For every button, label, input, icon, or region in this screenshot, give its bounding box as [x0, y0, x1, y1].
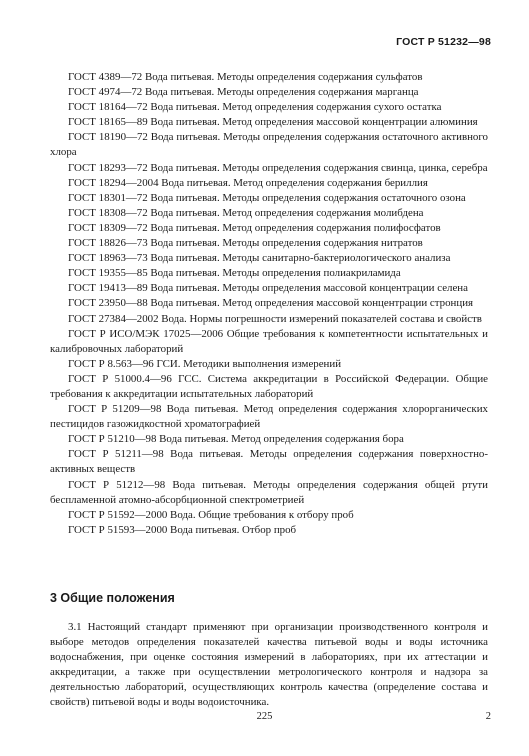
- reference-item: ГОСТ 4974—72 Вода питьевая. Методы определения содержания марганца: [68, 86, 419, 99]
- reference-item: ГОСТ 18963—73 Вода питьевая. Методы санитарно-бактериологического анализа: [68, 252, 451, 265]
- reference-item: ГОСТ 18190—72 Вода питьевая. Методы определения содержания остаточного активного хлора: [50, 131, 488, 159]
- reference-item: ГОСТ 18308—72 Вода питьевая. Метод определения содержания молибдена: [68, 206, 424, 219]
- reference-item: ГОСТ Р 51000.4—96 ГСС. Система аккредитации в Российской Федерации. Общие требования к аккредитации испытательных лабораторий: [50, 372, 488, 400]
- document-header: ГОСТ Р 51232—98: [396, 36, 491, 48]
- sheet-number: 2: [485, 711, 491, 722]
- reference-item: ГОСТ 18165—89 Вода питьевая. Метод определения массовой концентрации алюминия: [68, 116, 478, 129]
- reference-item: ГОСТ Р 51592—2000 Вода. Общие требования к отбору проб: [68, 508, 354, 521]
- reference-item: ГОСТ Р ИСО/МЭК 17025—2006 Общие требования к компетентности испытательных и калибровочных лабораторий: [50, 327, 488, 355]
- normative-references-list: [50, 70, 488, 538]
- page-number: 225: [256, 711, 273, 722]
- reference-item: ГОСТ Р 51210—98 Вода питьевая. Метод определения содержания бора: [68, 433, 404, 446]
- reference-item: ГОСТ 18294—2004 Вода питьевая. Метод определения содержания бериллия: [68, 176, 428, 189]
- reference-item: ГОСТ 18309—72 Вода питьевая. Метод определения содержания полифосфатов: [68, 221, 441, 234]
- reference-item: ГОСТ 19355—85 Вода питьевая. Методы определения полиакриламида: [68, 267, 401, 280]
- reference-item: ГОСТ 23950—88 Вода питьевая. Метод определения массовой концентрации стронция: [68, 297, 474, 310]
- reference-item: ГОСТ Р 51211—98 Вода питьевая. Методы определения содержания поверхностно-активных веществ: [50, 448, 488, 476]
- reference-item: ГОСТ 18164—72 Вода питьевая. Метод определения содержания сухого остатка: [68, 101, 442, 114]
- reference-item: ГОСТ 19413—89 Вода питьевая. Методы определения массовой концентрации селена: [68, 282, 468, 295]
- reference-item: ГОСТ 4389—72 Вода питьевая. Методы определения содержания сульфатов: [68, 71, 423, 83]
- reference-item: ГОСТ 27384—2002 Вода. Нормы погрешности измерений показателей состава и свойств: [68, 312, 482, 325]
- section-body: [50, 620, 488, 711]
- reference-item: ГОСТ Р 51212—98 Вода питьевая. Методы определения содержания общей ртути беспламенной атомно-абсорбционной спектрометрией: [50, 478, 488, 506]
- reference-item: ГОСТ 18293—72 Вода питьевая. Методы определения содержания свинца, цинка, серебра: [68, 161, 488, 174]
- reference-item: ГОСТ Р 51593—2000 Вода питьевая. Отбор проб: [68, 523, 297, 536]
- reference-item: ГОСТ 18826—73 Вода питьевая. Методы определения содержания нитратов: [68, 237, 423, 250]
- section-paragraph: 3.1 Настоящий стандарт применяют при организации производственного контроля и выборе методов определения показателей качества питьевой воды и воды источника водоснабжения, при оценке состояния измерений в лабораториях, при их аттестации и аккредитации, а также при осуществлении метрологического контроля и надзора за деятельностью лабораторий, осуществляющих контроль качества (определение состава и свойств) питьевой воды и воды водоисточника.: [50, 621, 488, 709]
- section-heading: 3 Общие положения: [50, 591, 175, 605]
- reference-item: ГОСТ 18301—72 Вода питьевая. Методы определения содержания остаточного озона: [68, 191, 466, 204]
- reference-item: ГОСТ Р 51209—98 Вода питьевая. Метод определения содержания хлорорганических пестицидов газожидкостной хроматографией: [50, 403, 488, 431]
- reference-item: ГОСТ Р 8.563—96 ГСИ. Методики выполнения измерений: [68, 357, 342, 370]
